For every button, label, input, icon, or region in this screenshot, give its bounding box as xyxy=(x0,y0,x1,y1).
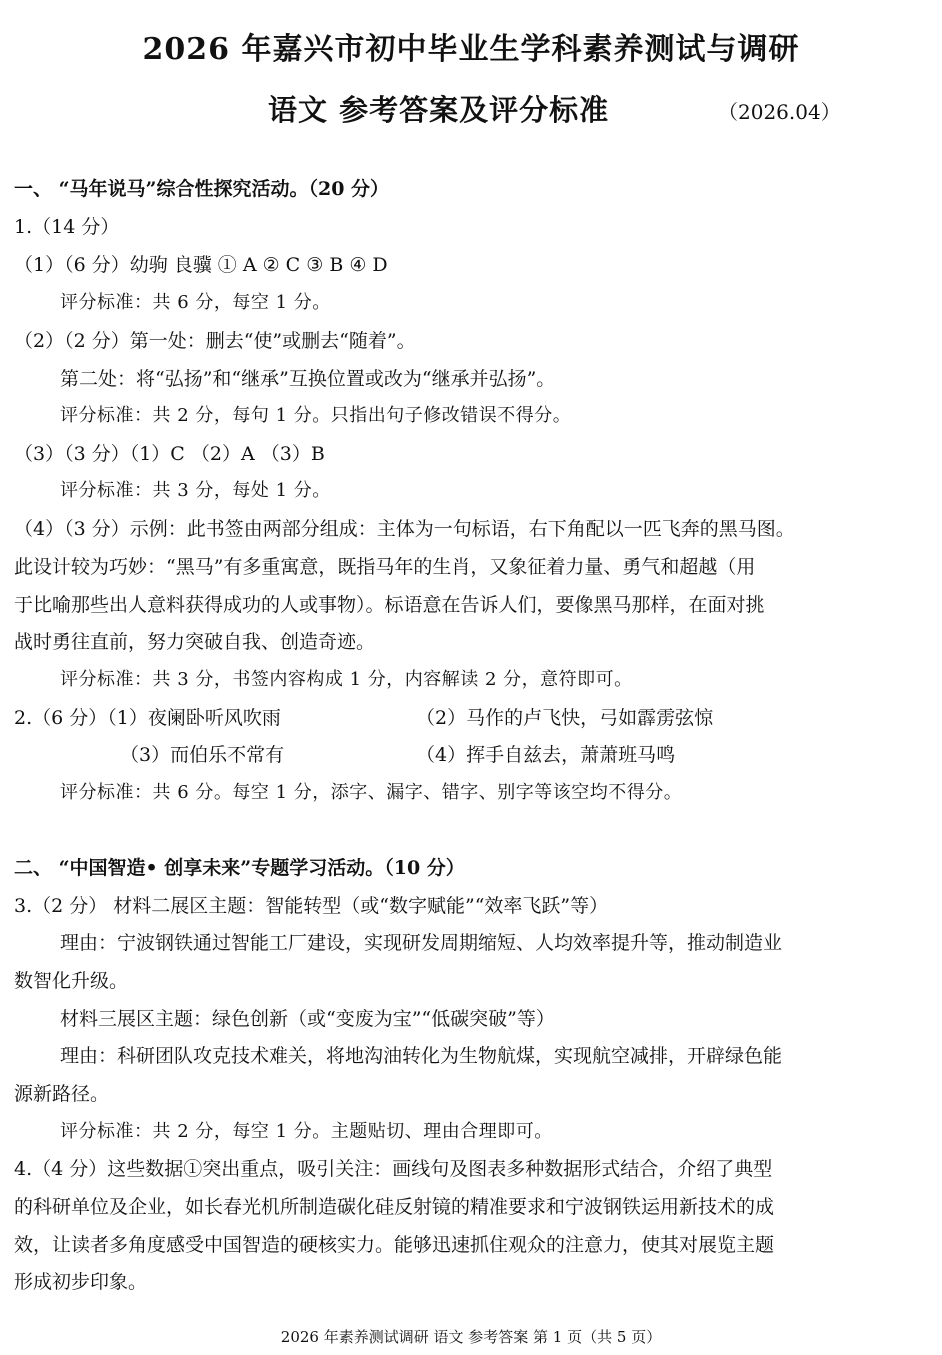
answer-line: （3）而伯乐不常有 xyxy=(120,744,285,766)
scoring-standard: 评分标准：共 2 分，每空 1 分。主题贴切、理由合理即可。 xyxy=(60,1121,553,1142)
answer-line: （4）（3 分）示例：此书签由两部分组成：主体为一句标语，右下角配以一匹飞奔的黑马图。 xyxy=(14,518,795,540)
scoring-standard: 评分标准：共 6 分，每空 1 分。 xyxy=(60,292,331,313)
answer-line: 2.（6 分）（1）夜阑卧听风吹雨 xyxy=(14,707,281,729)
answer-line: （4）挥手自兹去，萧萧班马鸣 xyxy=(416,744,676,766)
exam-title: 2026 年嘉兴市初中毕业生学科素养测试与调研 xyxy=(142,32,800,67)
answer-line: 数智化升级。 xyxy=(14,970,129,992)
answer-line: 第二处：将“弘扬”和“继承”互换位置或改为“继承并弘扬”。 xyxy=(60,368,556,390)
scoring-standard: 评分标准：共 3 分，书签内容构成 1 分，内容解读 2 分，意符即可。 xyxy=(60,669,633,690)
scoring-standard: 评分标准：共 6 分。每空 1 分，添字、漏字、错字、别字等该空均不得分。 xyxy=(60,782,683,803)
answer-line: 的科研单位及企业，如长春光机所制造碳化硅反射镜的精准要求和宁波钢铁运用新技术的成 xyxy=(14,1196,775,1218)
answer-line: 3.（2 分） 材料二展区主题：智能转型（或“数字赋能”“效率飞跃”等） xyxy=(14,895,609,917)
answer-line: 战时勇往直前，努力突破自我、创造奇迹。 xyxy=(14,631,376,653)
scoring-standard: 评分标准：共 2 分，每句 1 分。只指出句子修改错误不得分。 xyxy=(60,405,572,426)
question-line: 1.（14 分） xyxy=(14,216,120,238)
answer-line: 此设计较为巧妙：“黑马”有多重寓意，既指马年的生肖，又象征着力量、勇气和超越（用 xyxy=(14,556,756,578)
answer-line: （2）（2 分）第一处：删去“使”或删去“随着”。 xyxy=(14,330,416,352)
answer-line: 于比喻那些出人意料获得成功的人或事物）。标语意在告诉人们，要像黑马那样，在面对挑 xyxy=(14,594,765,616)
answer-line: 理由：科研团队攻克技术难关，将地沟油转化为生物航煤，实现航空减排，开辟绿色能 xyxy=(60,1045,783,1067)
answer-line: （1）（6 分）幼驹 良骥 ① A ② C ③ B ④ D xyxy=(14,254,388,276)
answer-line: 效，让读者多角度感受中国智造的硬核实力。能够迅速抓住观众的注意力，使其对展览主题 xyxy=(14,1234,775,1256)
section-heading: 二、 “中国智造• 创享未来”专题学习活动。（10 分） xyxy=(14,857,465,879)
answer-line: 形成初步印象。 xyxy=(14,1271,148,1293)
answer-line: 理由：宁波钢铁通过智能工厂建设，实现研发周期缩短、人均效率提升等，推动制造业 xyxy=(60,932,783,954)
answer-line: 源新路径。 xyxy=(14,1083,110,1105)
exam-subtitle: 语文 参考答案及评分标准 xyxy=(268,93,610,127)
answer-line: （2）马作的卢飞快，弓如霹雳弦惊 xyxy=(416,707,714,729)
answer-line: 材料三展区主题：绿色创新（或“变废为宝”“低碳突破”等） xyxy=(60,1008,555,1030)
exam-date: （2026.04） xyxy=(718,100,841,124)
section-heading: 一、 “马年说马”综合性探究活动。（20 分） xyxy=(14,178,390,200)
page-footer: 2026 年素养测试调研 语文 参考答案 第 1 页（共 5 页） xyxy=(280,1328,662,1346)
answer-line: 4.（4 分）这些数据①突出重点，吸引关注：画线句及图表多种数据形式结合，介绍了典型 xyxy=(14,1158,773,1180)
scoring-standard: 评分标准：共 3 分，每处 1 分。 xyxy=(60,480,331,501)
answer-line: （3）（3 分）（1）C （2）A （3）B xyxy=(14,443,325,465)
